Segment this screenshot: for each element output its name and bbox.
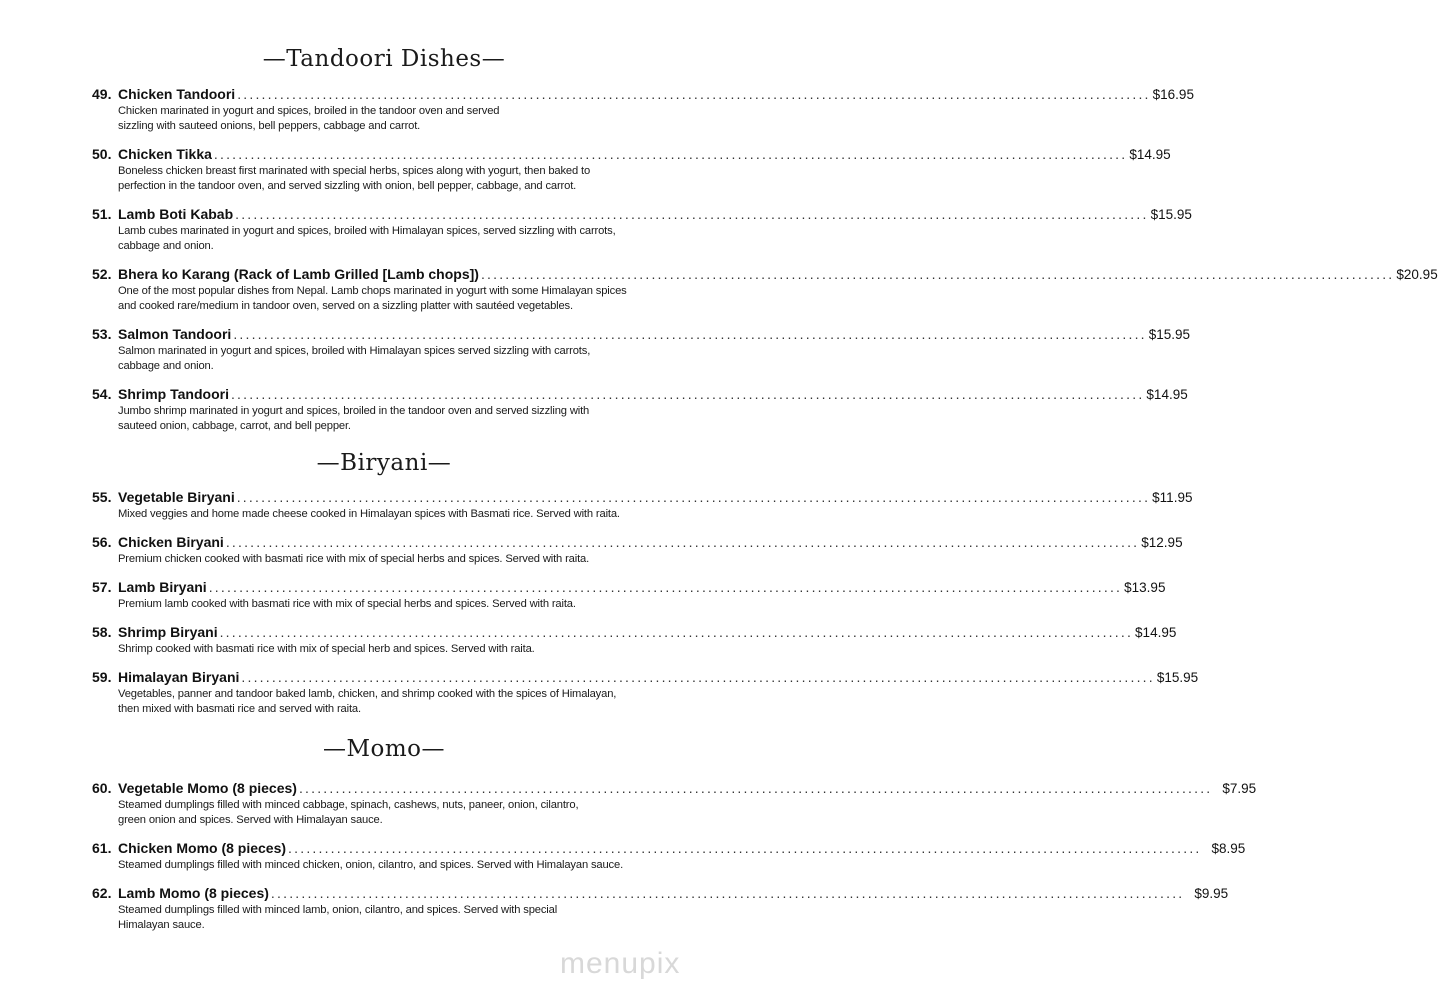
item-description-line: sauteed onion, cabbage, carrot, and bell pepper. (118, 420, 351, 432)
menu-item (92, 840, 1246, 873)
watermark: menupix (560, 947, 681, 980)
menu-item-row (92, 326, 1191, 344)
menu-item (92, 86, 1194, 134)
dot-leader: ...................................................................................................................................................... (237, 86, 1151, 102)
item-description-line: sizzling with sauteed onions, bell peppers, cabbage and carrot. (118, 120, 421, 132)
menu-item-row (92, 534, 1183, 552)
item-description-line: cabbage and onion. (118, 240, 214, 252)
item-description-line: Steamed dumplings filled with minced cabbage, spinach, cashews, nuts, paneer, onion, cilantro, (118, 799, 579, 811)
item-price: $9.95 (1194, 886, 1229, 901)
item-price: $15.95 (1150, 207, 1192, 222)
dot-leader: ...................................................................................................................................................... (236, 489, 1151, 505)
item-name: Lamb Biryani (118, 579, 207, 595)
item-price: $12.95 (1141, 535, 1183, 550)
menu-item (92, 146, 1171, 194)
item-price: $13.95 (1124, 580, 1166, 595)
menu-item (92, 266, 1438, 314)
menu-item-row (92, 840, 1246, 858)
item-name: Vegetable Biryani (118, 489, 235, 505)
item-description-line: Himalayan sauce. (118, 919, 205, 931)
item-list (92, 489, 1199, 729)
section-title: —Tandoori Dishes— (262, 46, 506, 72)
menu-item (92, 534, 1183, 567)
dot-leader: ...................................................................................................................................................... (225, 534, 1140, 550)
item-description-line: then mixed with basmati rice and served with raita. (118, 703, 361, 715)
item-name: Chicken Momo (8 pieces) (118, 840, 287, 856)
item-description-line: Steamed dumplings filled with minced lamb, onion, cilantro, and spices. Served with special (118, 904, 558, 916)
menu-item (92, 885, 1229, 933)
menu-item (92, 489, 1193, 522)
item-name: Himalayan Biryani (118, 669, 240, 685)
item-name: Lamb Momo (8 pieces) (118, 885, 269, 901)
menu-item-row (92, 489, 1193, 507)
item-number: 51. (92, 206, 112, 222)
item-price: $11.95 (1152, 490, 1193, 505)
item-name: Chicken Tandoori (118, 86, 236, 102)
item-description-line: Boneless chicken breast first marinated with special herbs, spices along with yogurt, then baked to (118, 165, 591, 177)
item-description-line: Vegetables, panner and tandoor baked lamb, chicken, and shrimp cooked with the spices of Himalayan, (118, 688, 617, 700)
item-description-line: Mixed veggies and home made cheese cooked in Himalayan spices with Basmati rice. Served with raita. (118, 508, 620, 520)
dot-leader: ...................................................................................................................................................... (270, 885, 1185, 901)
item-price: $15.95 (1148, 327, 1191, 342)
item-price: $20.95 (1396, 267, 1438, 282)
section-title: —Momo— (322, 736, 446, 762)
item-description-line: green onion and spices. Served with Himalayan sauce. (118, 814, 383, 826)
item-name: Lamb Boti Kabab (118, 206, 234, 222)
item-description-line: Chicken marinated in yogurt and spices, broiled in the tandoor oven and served (118, 105, 500, 117)
dot-leader: ...................................................................................................................................................... (235, 206, 1149, 222)
dot-leader: ...................................................................................................................................................... (213, 146, 1128, 162)
section-title: —Biryani— (316, 450, 452, 476)
dot-leader: ...................................................................................................................................................... (298, 780, 1213, 796)
item-number: 50. (92, 146, 112, 162)
menu-item-row (92, 86, 1194, 104)
item-description-line: Lamb cubes marinated in yogurt and spices, broiled with Himalayan spices, served sizzling with carrots, (118, 225, 616, 237)
dot-leader: ...................................................................................................................................................... (480, 266, 1395, 282)
dot-leader: ...................................................................................................................................................... (233, 326, 1147, 342)
item-number: 60. (92, 780, 112, 796)
item-price: $14.95 (1146, 387, 1188, 402)
dot-leader: ...................................................................................................................................................... (230, 386, 1145, 402)
menu-item-row (92, 669, 1199, 687)
item-description-line: perfection in the tandoor oven, and served sizzling with onion, bell pepper, cabbage, and carrot. (118, 180, 577, 192)
item-number: 52. (92, 266, 112, 282)
item-name: Salmon Tandoori (118, 326, 232, 342)
item-number: 58. (92, 624, 112, 640)
item-price: $7.95 (1222, 781, 1257, 796)
item-number: 53. (92, 326, 112, 342)
item-description-line: cabbage and onion. (118, 360, 214, 372)
item-description-line: Premium lamb cooked with basmati rice with mix of special herbs and spices. Served with raita. (118, 598, 576, 610)
item-price: $15.95 (1156, 670, 1199, 685)
item-name: Vegetable Momo (8 pieces) (118, 780, 297, 796)
item-list (92, 780, 1257, 945)
dot-leader: ...................................................................................................................................................... (208, 579, 1123, 595)
item-name: Bhera ko Karang (Rack of Lamb Grilled [Lamb chops]) (118, 266, 479, 282)
item-number: 62. (92, 885, 112, 901)
item-name: Shrimp Tandoori (118, 386, 229, 402)
item-name: Chicken Tikka (118, 146, 212, 162)
menu-item (92, 386, 1188, 434)
item-price: $14.95 (1135, 625, 1177, 640)
item-number: 57. (92, 579, 112, 595)
menu-item-row (92, 780, 1257, 798)
item-number: 49. (92, 86, 112, 102)
item-description-line: Premium chicken cooked with basmati rice with mix of special herbs and spices. Served with raita. (118, 553, 590, 565)
menu-item (92, 326, 1191, 374)
menu-item-row (92, 579, 1166, 597)
dot-leader: ...................................................................................................................................................... (219, 624, 1134, 640)
item-number: 55. (92, 489, 112, 505)
menu-item-row (92, 386, 1188, 404)
menu-item-row (92, 885, 1229, 903)
item-number: 56. (92, 534, 112, 550)
dot-leader: ...................................................................................................................................................... (241, 669, 1155, 685)
item-price: $14.95 (1129, 147, 1171, 162)
item-description-line: Jumbo shrimp marinated in yogurt and spices, broiled in the tandoor oven and served sizzling with (118, 405, 590, 417)
item-price: $16.95 (1152, 87, 1194, 102)
menu-item-row (92, 206, 1192, 224)
item-number: 61. (92, 840, 112, 856)
item-description-line: One of the most popular dishes from Nepal. Lamb chops marinated in yogurt with some Himalayan spices (118, 285, 627, 297)
item-description-line: Shrimp cooked with basmati rice with mix of special herb and spices. Served with raita. (118, 643, 535, 655)
menu-item-row (92, 266, 1438, 284)
item-price: $8.95 (1211, 841, 1246, 856)
menu-item (92, 206, 1192, 254)
item-description-line: Steamed dumplings filled with minced chicken, onion, cilantro, and spices. Served with Himalayan sauce. (118, 859, 624, 871)
item-description-line: Salmon marinated in yogurt and spices, broiled with Himalayan spices served sizzling with carrots, (118, 345, 591, 357)
item-list (92, 86, 1438, 446)
dot-leader: ...................................................................................................................................................... (288, 840, 1202, 856)
item-number: 54. (92, 386, 112, 402)
menu-item (92, 669, 1199, 717)
item-name: Chicken Biryani (118, 534, 224, 550)
item-number: 59. (92, 669, 112, 685)
item-name: Shrimp Biryani (118, 624, 218, 640)
menu-item (92, 624, 1177, 657)
item-description-line: and cooked rare/medium in tandoor oven, served on a sizzling platter with sautéed vegetables. (118, 300, 573, 312)
menu-item-row (92, 146, 1171, 164)
menu-item-row (92, 624, 1177, 642)
menu-item (92, 579, 1166, 612)
menu-item (92, 780, 1257, 828)
